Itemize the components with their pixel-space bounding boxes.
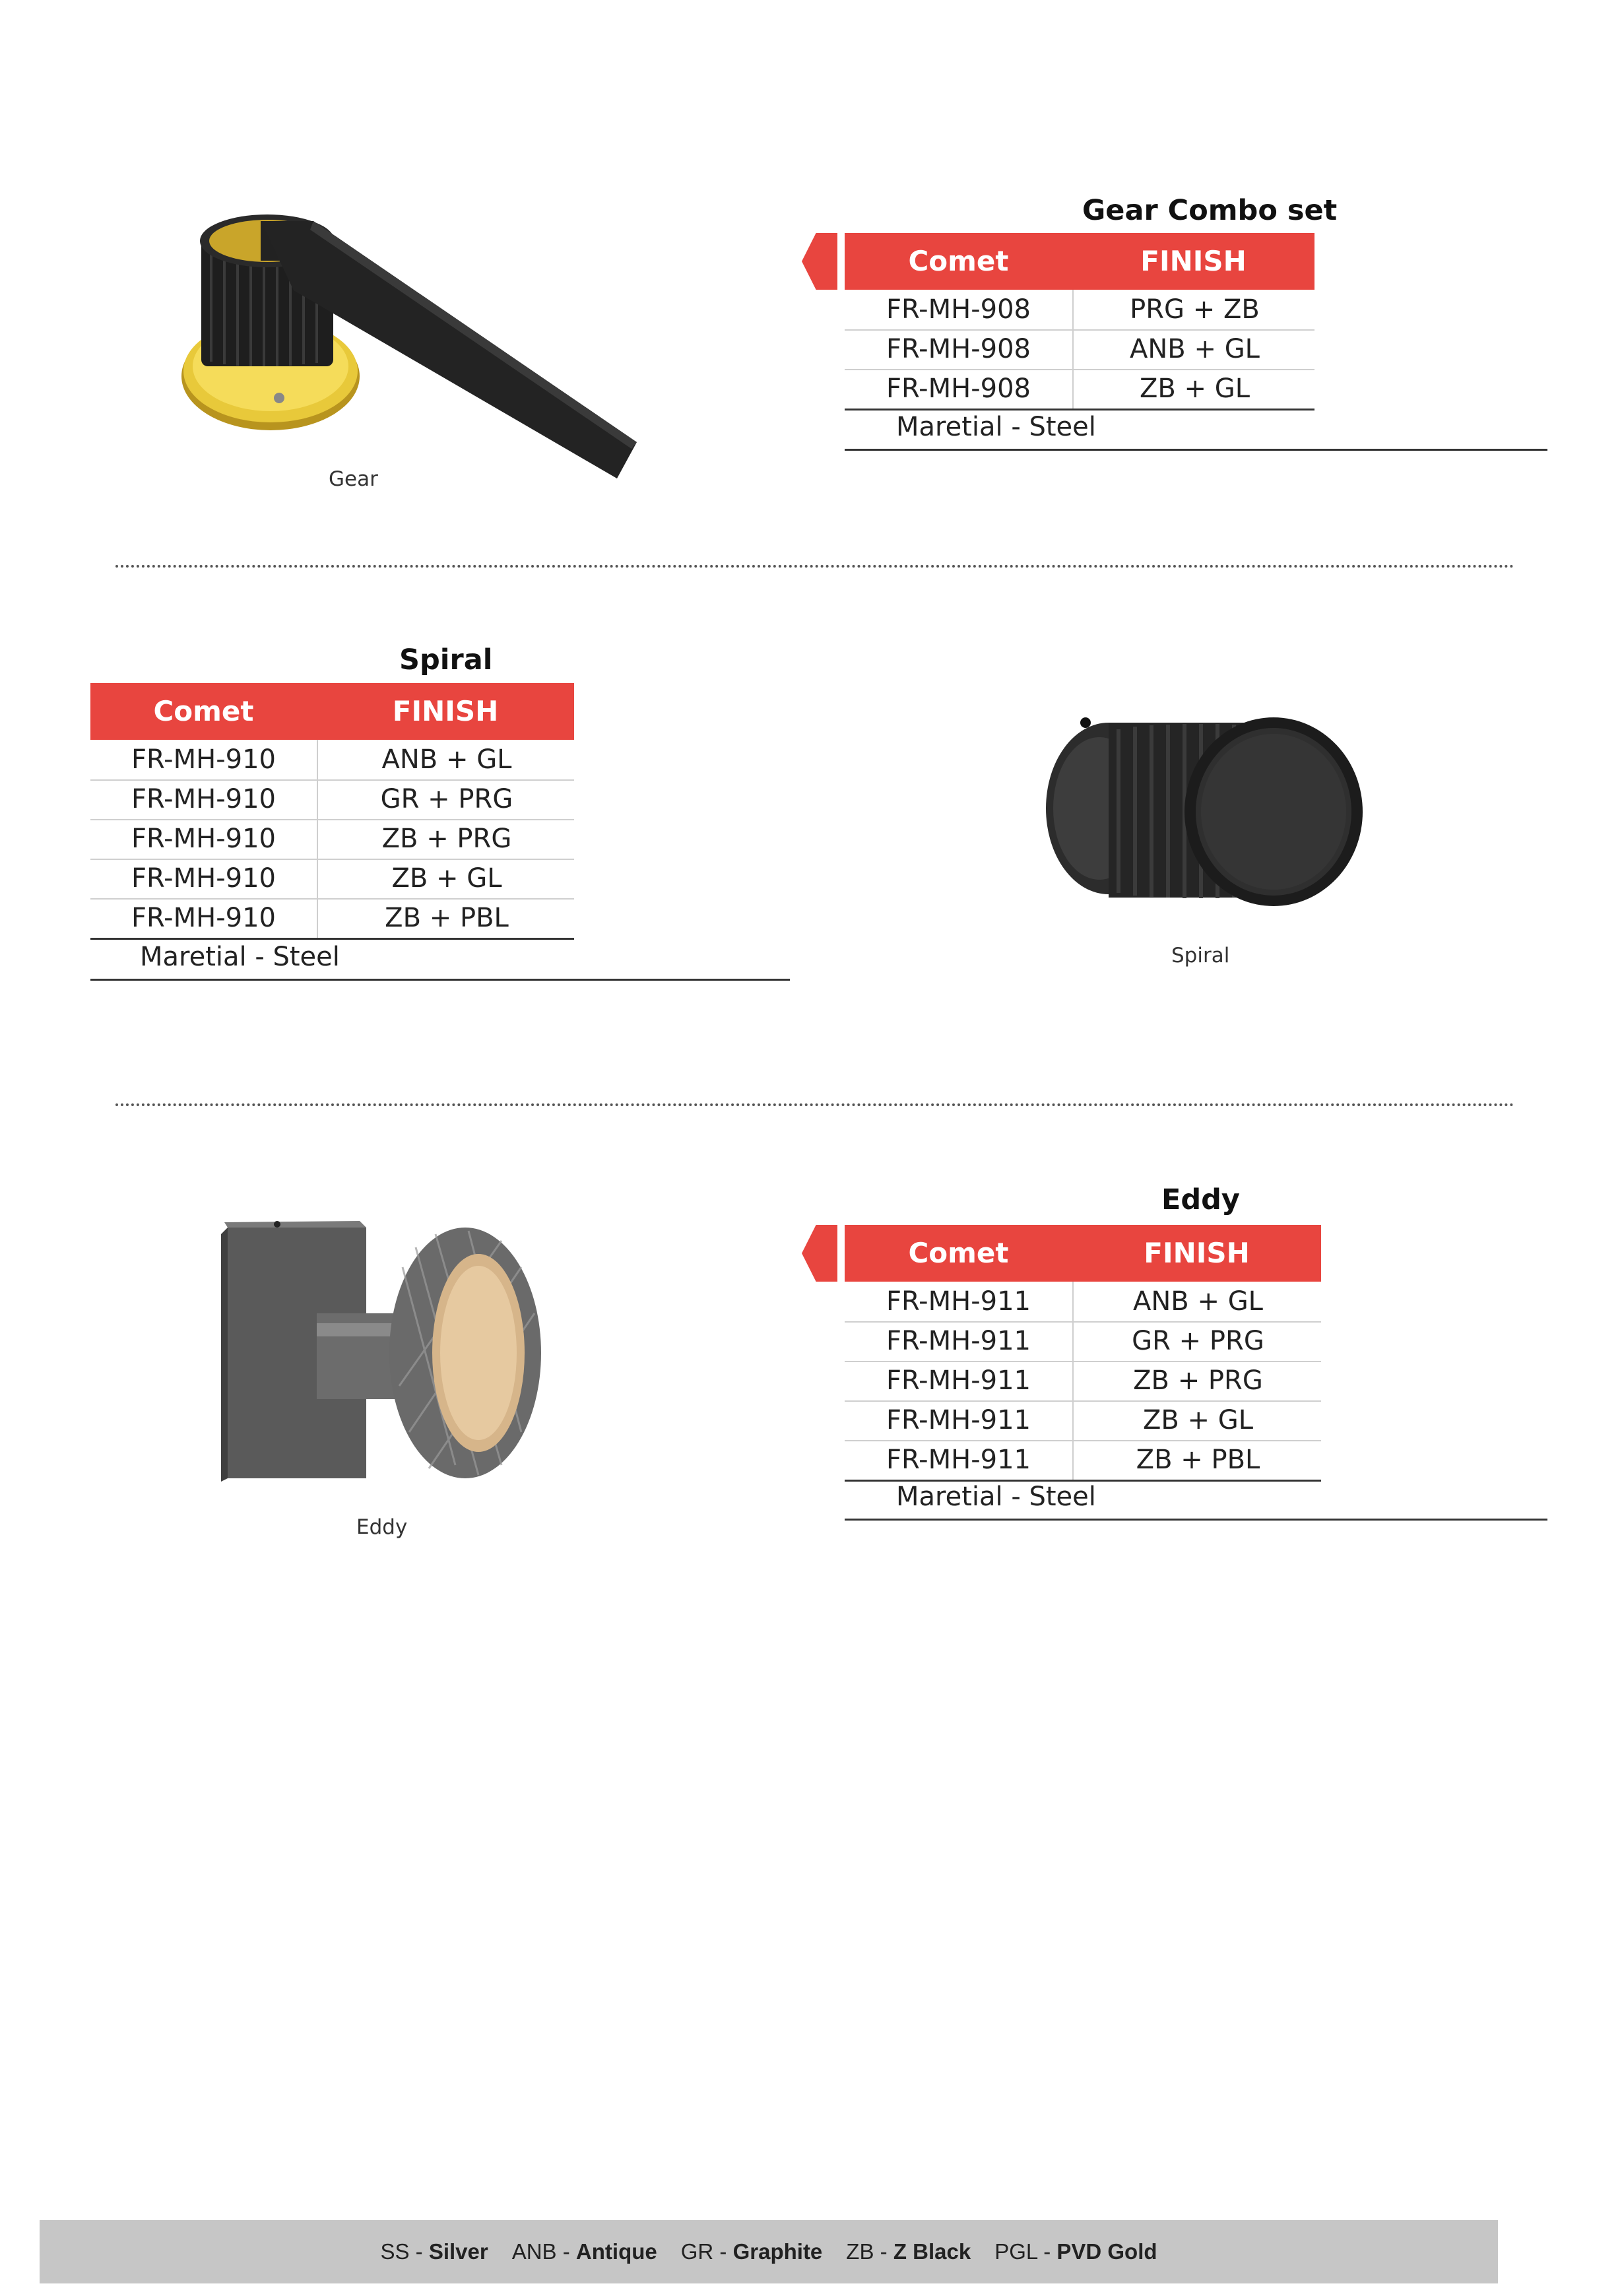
table-row (845, 329, 1314, 370)
eddy-material: Maretial - Steel (896, 1482, 1096, 1512)
row-finish: ANB + GL (317, 740, 575, 779)
header-finish: FINISH (1144, 1237, 1250, 1269)
row-finish: ZB + PBL (317, 898, 575, 938)
legend-code: PGL (994, 2239, 1038, 2264)
spiral-material-underline (90, 979, 790, 981)
row-finish: ZB + GL (1072, 1400, 1322, 1440)
legend-item (994, 2239, 1157, 2264)
table-row (90, 859, 574, 900)
row-finish: ZB + PRG (317, 819, 575, 859)
row-finish: PRG + ZB (1072, 290, 1316, 329)
gear-material-underline (845, 449, 1547, 451)
row-code: FR-MH-910 (131, 903, 276, 933)
legend-sep: - (415, 2239, 423, 2264)
row-code: FR-MH-911 (886, 1286, 1031, 1317)
legend-code: SS (380, 2239, 410, 2264)
row-finish: GR + PRG (317, 779, 575, 819)
legend-item (681, 2239, 823, 2264)
row-code: FR-MH-911 (886, 1326, 1031, 1356)
row-code: FR-MH-908 (886, 334, 1031, 364)
eddy-caption: Eddy (356, 1515, 408, 1539)
legend-sep: - (1043, 2239, 1051, 2264)
gear-caption: Gear (329, 467, 378, 491)
gear-material: Maretial - Steel (896, 412, 1096, 442)
gear-product-image (162, 198, 637, 502)
table-row (845, 1282, 1321, 1323)
row-code: FR-MH-911 (886, 1365, 1031, 1396)
table-header (90, 683, 574, 740)
eddy-product-image (218, 1214, 554, 1488)
table-row (845, 1440, 1321, 1482)
row-finish: GR + PRG (1072, 1321, 1322, 1361)
eddy-section-title: Eddy (1161, 1183, 1240, 1216)
table-row (845, 369, 1314, 410)
spiral-caption: Spiral (1171, 944, 1230, 968)
legend-item (846, 2239, 971, 2264)
table-row (90, 740, 574, 781)
row-finish: ANB + GL (1072, 329, 1316, 369)
legend-sep: - (719, 2239, 727, 2264)
row-finish: ZB + PBL (1072, 1440, 1322, 1480)
legend-item (512, 2239, 657, 2264)
row-finish: ZB + GL (1072, 369, 1316, 409)
eddy-material-underline (845, 1519, 1547, 1521)
row-code: FR-MH-910 (131, 863, 276, 894)
header-model: Comet (908, 1237, 1009, 1269)
legend-item (380, 2239, 488, 2264)
spiral-material: Maretial - Steel (140, 942, 340, 972)
header-finish: FINISH (392, 695, 499, 727)
eddy-arrow-marker (802, 1225, 837, 1282)
finish-legend-bar (40, 2220, 1498, 2283)
header-model: Comet (153, 695, 254, 727)
legend-name: PVD Gold (1056, 2239, 1157, 2264)
table-row (845, 290, 1314, 331)
table-header (845, 233, 1314, 290)
legend-name: Graphite (732, 2239, 823, 2264)
table-row (90, 898, 574, 940)
row-code: FR-MH-910 (131, 744, 276, 775)
legend-name: Silver (428, 2239, 488, 2264)
row-code: FR-MH-911 (886, 1445, 1031, 1475)
spiral-product-image (1036, 703, 1379, 940)
row-finish: ZB + GL (317, 859, 575, 898)
gear-section-title: Gear Combo set (1082, 194, 1338, 227)
table-row (90, 779, 574, 820)
legend-sep: - (562, 2239, 570, 2264)
row-code: FR-MH-908 (886, 374, 1031, 404)
section-divider (115, 1103, 1514, 1106)
legend-sep: - (880, 2239, 888, 2264)
legend-code: ZB (846, 2239, 874, 2264)
legend-name: Antique (575, 2239, 657, 2264)
legend-name: Z Black (893, 2239, 971, 2264)
legend-code: ANB (511, 2239, 557, 2264)
table-header (845, 1225, 1321, 1282)
row-code: FR-MH-910 (131, 784, 276, 814)
table-row (845, 1321, 1321, 1362)
spiral-section-title: Spiral (399, 643, 493, 676)
row-code: FR-MH-910 (131, 824, 276, 854)
row-finish: ANB + GL (1072, 1282, 1322, 1321)
table-row (90, 819, 574, 860)
legend-code: GR (680, 2239, 714, 2264)
row-code: FR-MH-911 (886, 1405, 1031, 1435)
header-model: Comet (908, 245, 1009, 277)
row-finish: ZB + PRG (1072, 1361, 1322, 1400)
header-finish: FINISH (1140, 245, 1247, 277)
table-row (845, 1400, 1321, 1441)
section-divider (115, 565, 1514, 568)
table-row (845, 1361, 1321, 1402)
gear-arrow-marker (802, 233, 837, 290)
row-code: FR-MH-908 (886, 294, 1031, 325)
